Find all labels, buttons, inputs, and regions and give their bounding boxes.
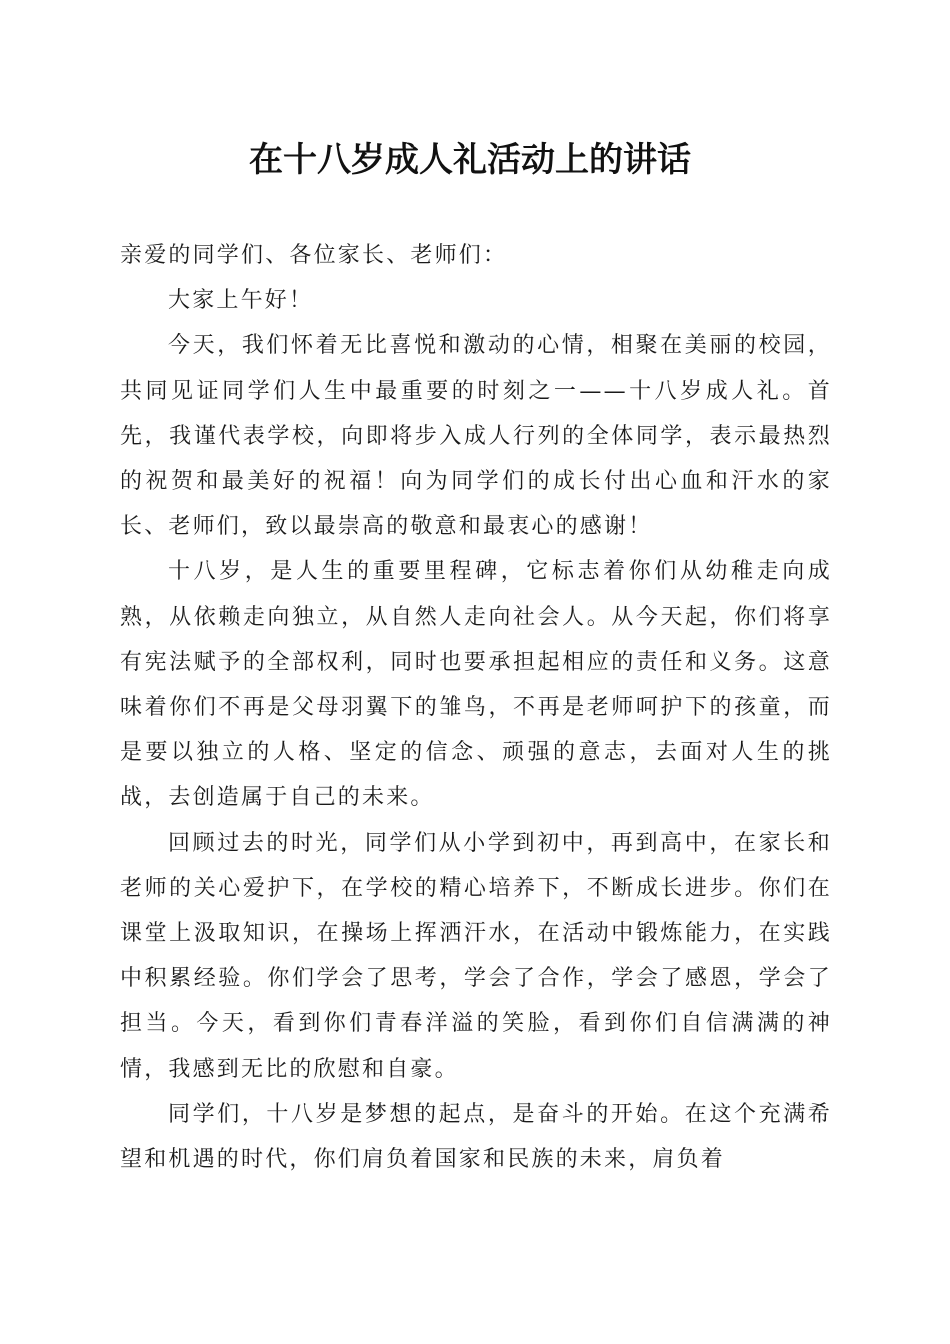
document-title: 在十八岁成人礼活动上的讲话 <box>249 140 691 180</box>
greeting: 大家上午好！ <box>168 288 314 314</box>
salutation: 亲爱的同学们、各位家长、老师们： <box>120 243 508 268</box>
document-body <box>120 233 832 1182</box>
paragraph: 回顾过去的时光，同学们从小学到初中，再到高中，在家长和老师的关心爱护下，在学校的精心培养下，不断成长进步。你们在课堂上汲取知识，在操场上挥洒汗水，在活动中锻炼能力，在实践中积累经验。你们学会了思考，学会了合作，学会了感恩，学会了担当。今天，看到你们青春洋溢的笑脸，看到你们自信满满的神情，我感到无比的欣慰和自豪。 <box>120 830 832 1082</box>
paragraph: 今天，我们怀着无比喜悦和激动的心情，相聚在美丽的校园，共同见证同学们人生中最重要的时刻之一——十八岁成人礼。首先，我谨代表学校，向即将步入成人行列的全体同学，表示最热烈的祝贺和最美好的祝福！向为同学们的成长付出心血和汗水的家长、老师们，致以最崇高的敬意和最衷心的感谢！ <box>120 333 832 540</box>
paragraph: 同学们，十八岁是梦想的起点，是奋斗的开始。在这个充满希望和机遇的时代，你们肩负着国家和民族的未来，肩负着 <box>120 1101 832 1173</box>
paragraph: 十八岁，是人生的重要里程碑，它标志着你们从幼稚走向成熟，从依赖走向独立，从自然人走向社会人。从今天起，你们将享有宪法赋予的全部权利，同时也要承担起相应的责任和义务。这意味着你们不再是父母羽翼下的雏鸟，不再是老师呵护下的孩童，而是要以独立的人格、坚定的信念、顽强的意志，去面对人生的挑战，去创造属于自己的未来。 <box>120 559 832 811</box>
